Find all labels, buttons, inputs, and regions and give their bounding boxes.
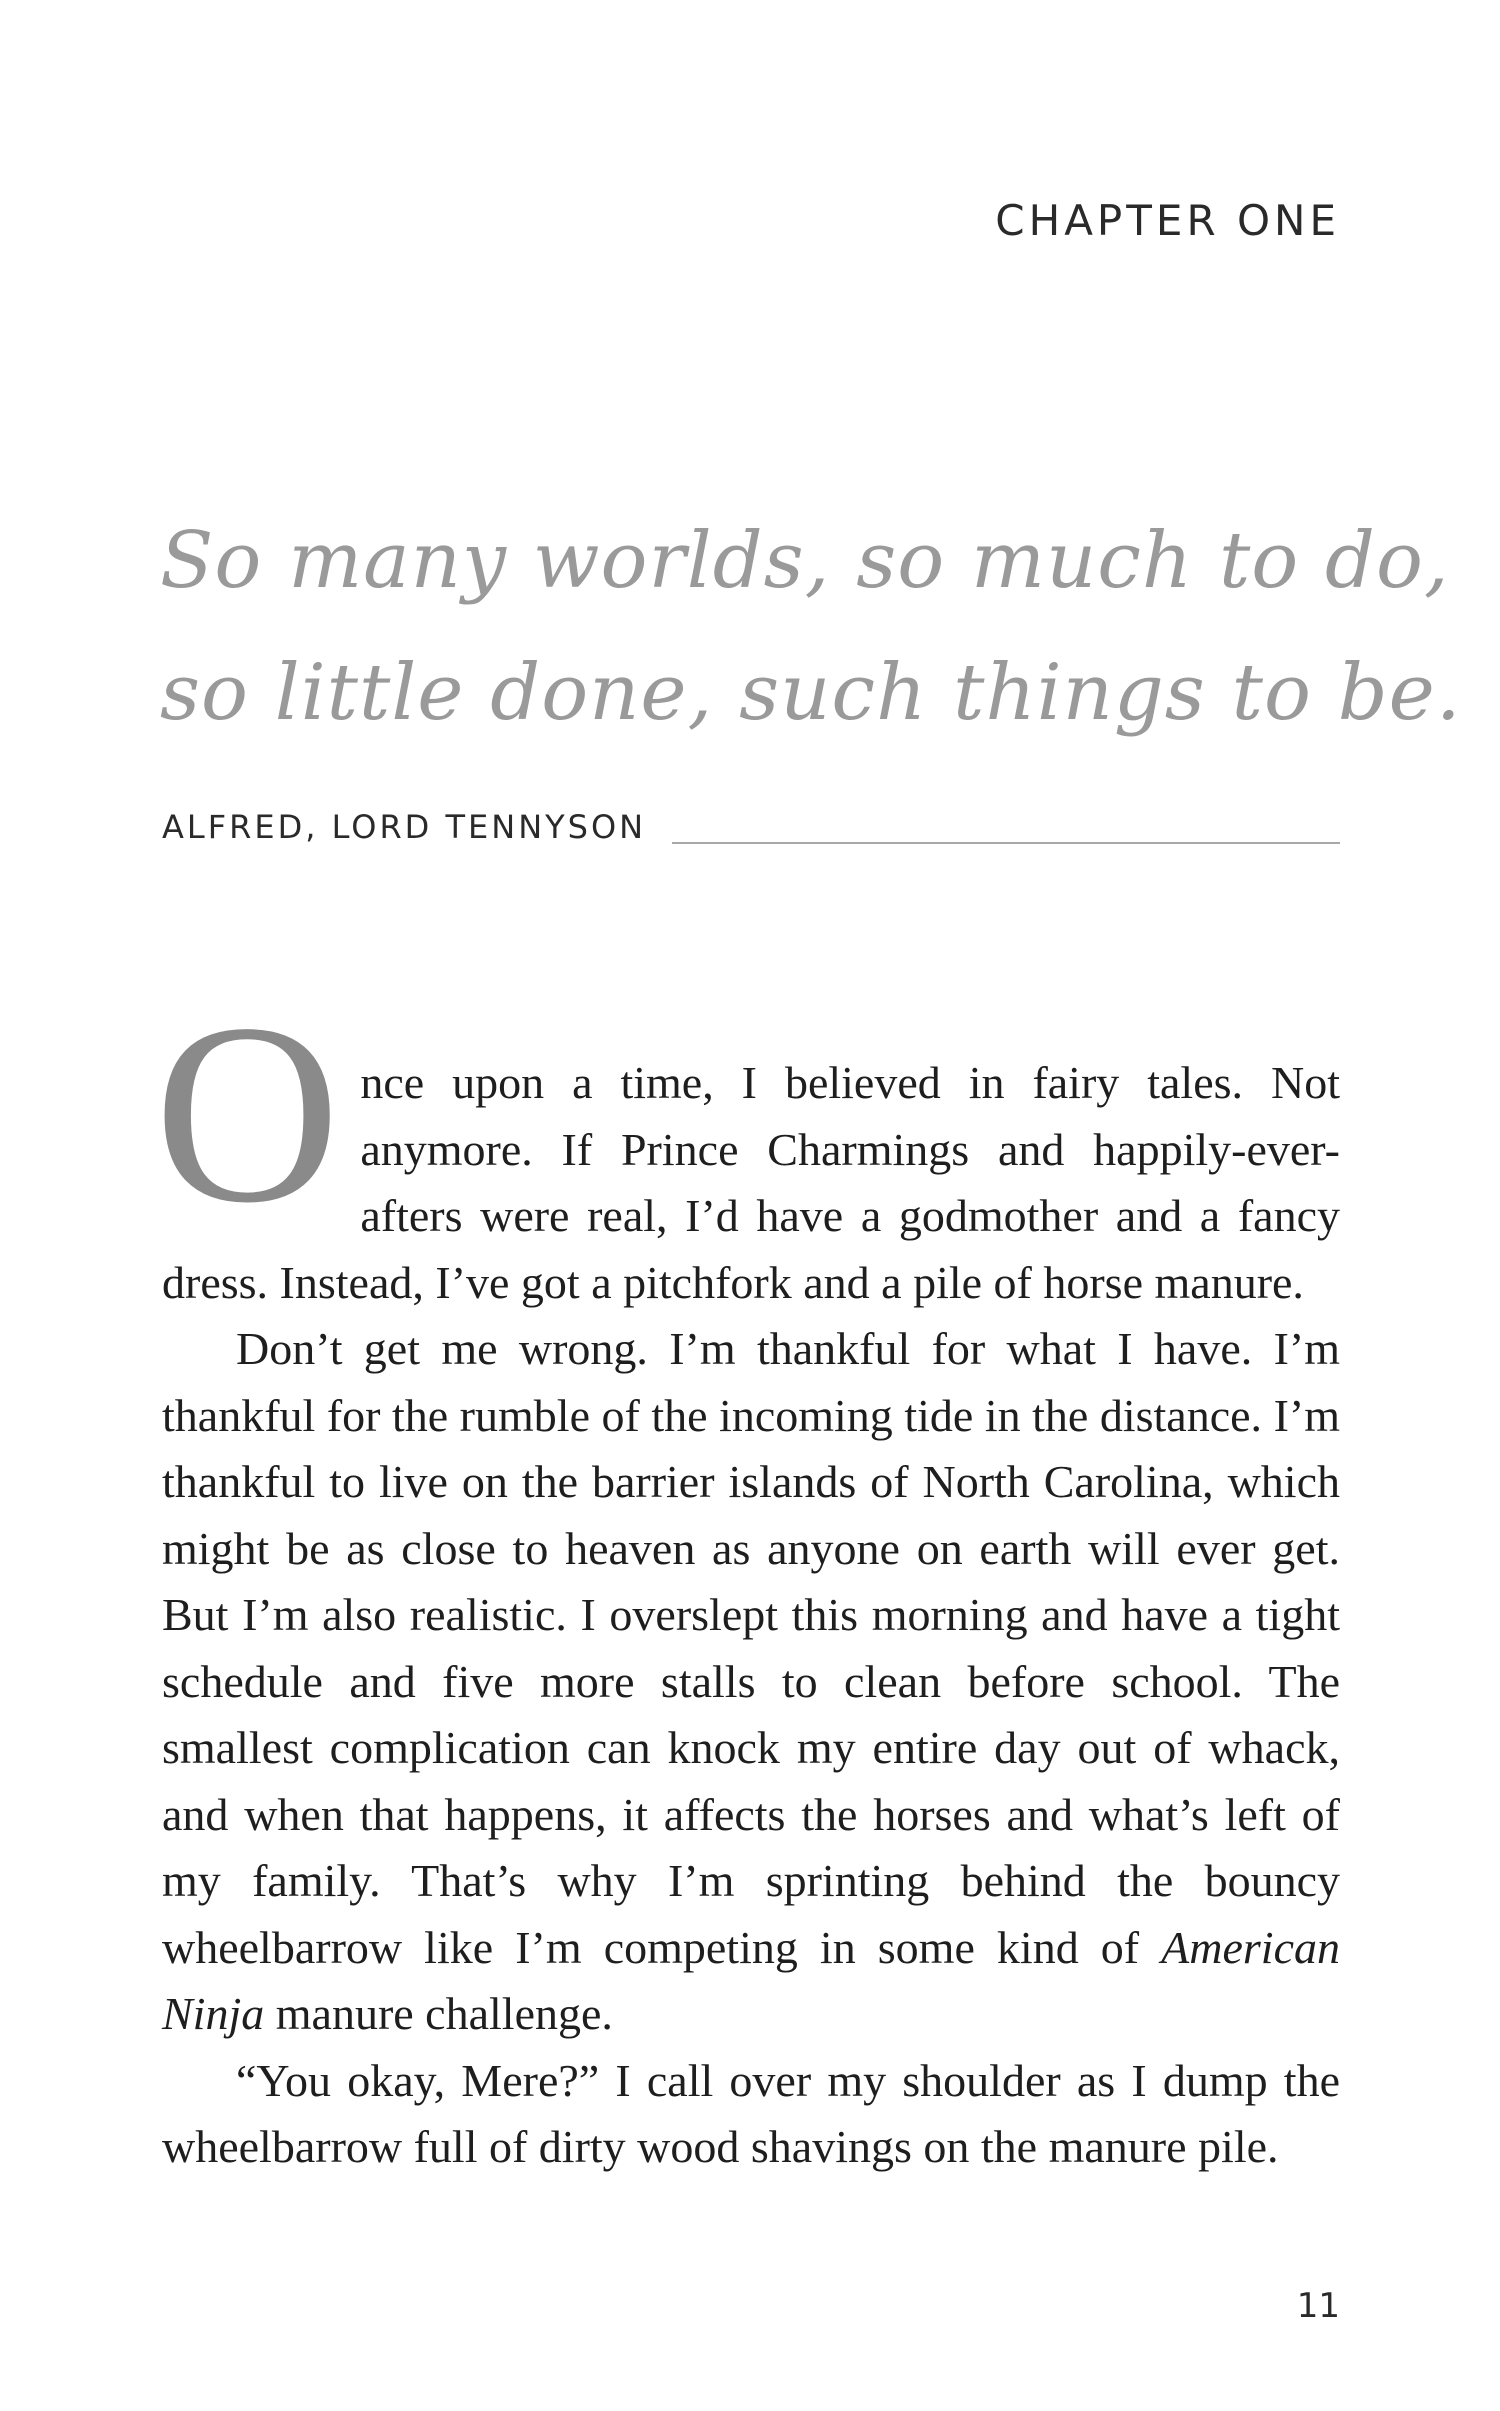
paragraph-2-text-before: Don’t get me wrong. I’m thankful for what I have. I’m thankful for the rumble of the incoming tide in the distance. I’m thankful to live on the barrier islands of North Carolina, which might be as close to heaven as anyone on earth will ever get. But I’m also realistic. I overslept this morning and have a tight schedule and five more stalls to clean before school. The smallest complication can knock my entire day out of whack, and when that happens, it affects the horses and what’s left of my family. That’s why I’m sprinting behind the bouncy wheelbarrow like I’m competing in some kind of [162, 1323, 1340, 1973]
page-number: 11 [1296, 2286, 1340, 2326]
paragraph-2-italic-title: American Ninja [162, 1921, 1340, 2039]
paragraph-2-text-after: manure challenge. [264, 1988, 613, 2039]
epigraph-line-2: so little done, such things to be. [160, 648, 1462, 738]
paragraph-1 [154, 970, 1340, 1316]
epigraph [160, 495, 1462, 759]
drop-cap: O [154, 970, 341, 1256]
chapter-heading: CHAPTER ONE [995, 196, 1340, 245]
paragraph-3: “You okay, Mere?” I call over my shoulder as I dump the wheelbarrow full of dirty wood shavings on the manure pile. [162, 2054, 1340, 2172]
paragraph-2 [162, 1316, 1340, 2048]
paragraph-1-text: nce upon a time, I believed in fairy tales. Not anymore. If Prince Charmings and happily-ever-afters were real, I’d have a godmother and a fancy dress. Instead, I’ve got a pitchfork and a pile of horse manure. [162, 1057, 1340, 1308]
attribution-divider [672, 842, 1340, 844]
epigraph-attribution-row [162, 808, 1340, 858]
epigraph-attribution: ALFRED, LORD TENNYSON [162, 808, 647, 846]
epigraph-line-1: So many worlds, so much to do, [160, 516, 1450, 606]
chapter-body [154, 970, 1340, 2181]
